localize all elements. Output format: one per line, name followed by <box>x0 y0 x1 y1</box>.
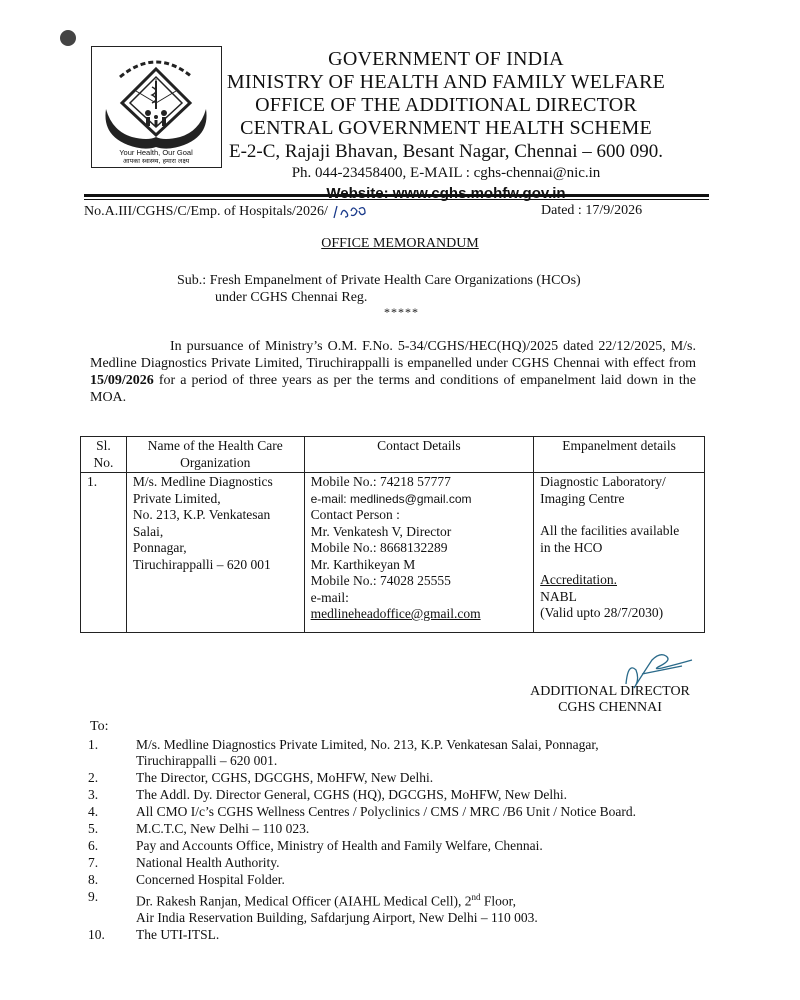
signatory-title: ADDITIONAL DIRECTOR <box>530 684 690 699</box>
reference-number-text: No.A.III/CGHS/C/Emp. of Hospitals/2026/ <box>84 204 328 220</box>
col-header-name: Name of the Health Care Organization <box>126 437 304 473</box>
col-header-empanelment: Empanelment details <box>534 437 705 473</box>
punch-hole <box>60 30 76 46</box>
effective-date: 15/09/2026 <box>90 373 154 388</box>
address-line: E-2-C, Rajaji Bhavan, Besant Nagar, Chennai – 600 090. <box>228 141 664 162</box>
list-item: 7. National Health Authority. <box>88 855 280 870</box>
hco-table <box>80 436 705 633</box>
email-link[interactable]: medlineheadoffice@gmail.com <box>310 606 481 621</box>
dated: Dated : 17/9/2026 <box>541 203 643 218</box>
list-item: 8. Concerned Hospital Folder. <box>88 872 285 887</box>
ministry-line: MINISTRY OF HEALTH AND FAMILY WELFARE <box>226 71 666 93</box>
signatory-block <box>520 684 700 716</box>
to-label: To: <box>90 719 109 734</box>
list-item: 9. Dr. Rakesh Ranjan, Medical Officer (AIAHL Medical Cell), 2nd Floor, Air India Reservation Building, Safdarjung Airport, New Delhi – 110 003. <box>88 889 538 925</box>
contact-line: Ph. 044-23458400, E-MAIL : cghs-chennai@nic.in <box>291 165 601 181</box>
cell-sl: 1. <box>81 473 127 633</box>
svg-text:Your Health, Our Goal: Your Health, Our Goal <box>119 148 193 157</box>
body-paragraph: In pursuance of Ministry’s O.M. F.No. 5-34/CGHS/HEC(HQ)/2025 dated 22/12/2025, M/s. Medline Diagnostics Private Limited, Tiruchirappalli is empanelled under CGHS Chennai with effect from 15/09/2026 for a period of three years as per the terms and conditions of empanelment laid down in the MOA. <box>90 339 696 405</box>
handwritten-number-icon <box>331 203 371 221</box>
list-item: 3. The Addl. Dy. Director General, CGHS (HQ), DGCGHS, MoHFW, New Delhi. <box>88 787 567 802</box>
header-rule-thick <box>84 194 709 197</box>
distribution-list <box>88 737 708 944</box>
list-item: 5. M.C.T.C, New Delhi – 110 023. <box>88 821 310 836</box>
cghs-emblem-icon <box>92 47 221 167</box>
cell-contact: Mobile No.: 74218 57777 e-mail: medlineds@gmail.com Contact Person : Mr. Venkatesh V, Director Mobile No.: 8668132289 Mr. Karthikeyan M Mobile No.: 74028 25555 e-mail: medlineheadoffice@gmail.com <box>304 473 534 633</box>
list-item: 2. The Director, CGHS, DGCGHS, MoHFW, New Delhi. <box>88 770 434 785</box>
cell-name: M/s. Medline Diagnostics Private Limited, No. 213, K.P. Venkatesan Salai, Ponnagar, Tiruchirappalli – 620 001 <box>126 473 304 633</box>
letterhead <box>226 48 666 204</box>
office-line: OFFICE OF THE ADDITIONAL DIRECTOR <box>255 94 637 116</box>
list-item: 6. Pay and Accounts Office, Ministry of Health and Family Welfare, Chennai. <box>88 838 543 853</box>
cghs-logo <box>91 46 222 168</box>
list-item: 1. M/s. Medline Diagnostics Private Limited, No. 213, K.P. Venkatesan Salai, Ponnagar, Tiruchirappalli – 620 001. <box>88 737 599 768</box>
scheme-line: CENTRAL GOVERNMENT HEALTH SCHEME <box>240 117 652 139</box>
list-item: 10. The UTI-ITSL. <box>88 926 220 942</box>
cell-empanelment: Diagnostic Laboratory/ Imaging Centre All the facilities available in the HCO Accreditation. NABL (Valid upto 28/7/2030) <box>534 473 705 633</box>
header-rule-thin <box>84 199 709 200</box>
subject <box>177 272 581 306</box>
svg-text:आपका स्वास्थ्य, हमारा लक्ष्य: आपका स्वास्थ्य, हमारा लक्ष्य <box>122 157 190 165</box>
subject-line1: Fresh Empanelment of Private Health Care Organizations (HCOs) <box>209 273 581 288</box>
table-row <box>81 473 705 633</box>
table-header-row <box>81 437 705 473</box>
memo-title: OFFICE MEMORANDUM <box>321 236 479 251</box>
col-header-contact: Contact Details <box>304 437 534 473</box>
signatory-office: CGHS CHENNAI <box>558 700 662 715</box>
col-header-sl: Sl. No. <box>81 437 127 473</box>
separator: ***** <box>384 305 419 319</box>
list-item: 4. All CMO I/c’s CGHS Wellness Centres / Polyclinics / CMS / MRC /B6 Unit / Notice Board. <box>88 804 637 819</box>
govt-line: GOVERNMENT OF INDIA <box>328 48 564 70</box>
subject-line2: under CGHS Chennai Reg. <box>215 290 368 305</box>
reference-number <box>84 203 371 221</box>
subject-label: Sub.: <box>177 273 207 288</box>
